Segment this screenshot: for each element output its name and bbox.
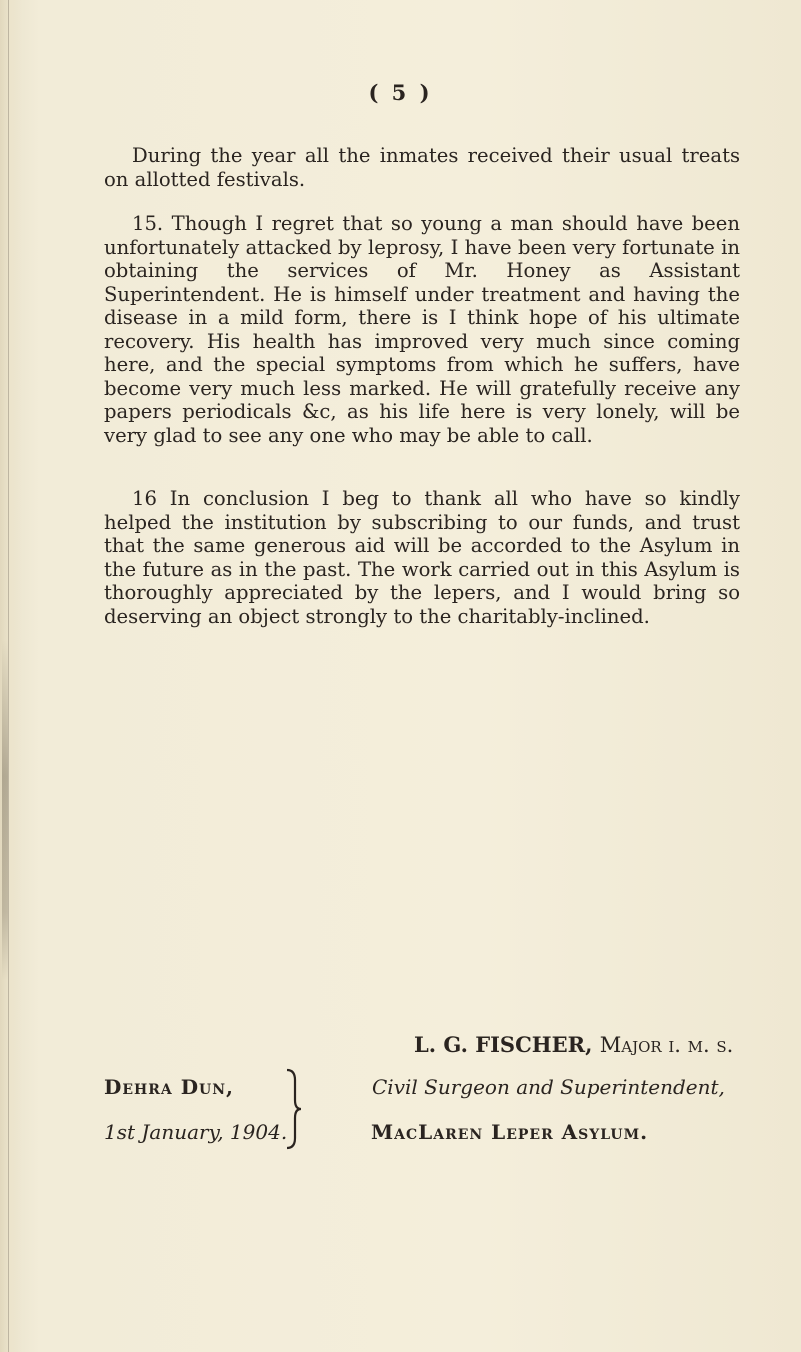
binding-shadow <box>2 640 8 980</box>
signer-institution: MacLaren Leper Asylum. <box>371 1120 649 1144</box>
paragraph-15-text: 15. Though I regret that so young a man should have been unfortunately attacked by leprosy, I have been very fortunate in obtaining the services of Mr. Honey as Assistant Superintendent. He is himself under treatment and having the disease in a mild form, there is I think hope of his ultimate recovery. His health has improved very much since coming here, and the special symptoms from which he suffers, have become very much less marked. He will gratefully receive any papers periodicals &c, as his life here is very lonely, will be very glad to see any one who may be able to call. <box>104 212 740 447</box>
page-number: ( 5 ) <box>368 80 433 105</box>
paragraph-16-text: 16 In conclusion I beg to thank all who have so kindly helped the institution by subscribing to our funds, and trust that the same generous aid will be accorded to the Asylum in the future as in the past. The work carried out in this Asylum is thoroughly appreciated by the lepers, and I would bring so deserving an object strongly to the charitably-inclined. <box>104 487 740 628</box>
signature-line <box>414 1032 733 1057</box>
signer-rank: Major i. m. s. <box>599 1033 734 1057</box>
signer-title: Civil Surgeon and Superintendent, <box>372 1075 725 1099</box>
paragraph-festivals <box>104 144 740 191</box>
right-brace-icon <box>283 1068 303 1150</box>
signer-name: L. G. FISCHER, <box>414 1032 593 1057</box>
paragraph-16 <box>104 487 740 628</box>
dateline-place: Dehra Dun, <box>104 1075 235 1099</box>
dateline-date: 1st January, 1904. <box>104 1120 288 1144</box>
paragraph-15 <box>104 212 740 447</box>
binding-line <box>8 0 9 1352</box>
paragraph-festivals-text: During the year all the inmates received their usual treats on allotted festivals. <box>104 144 740 191</box>
